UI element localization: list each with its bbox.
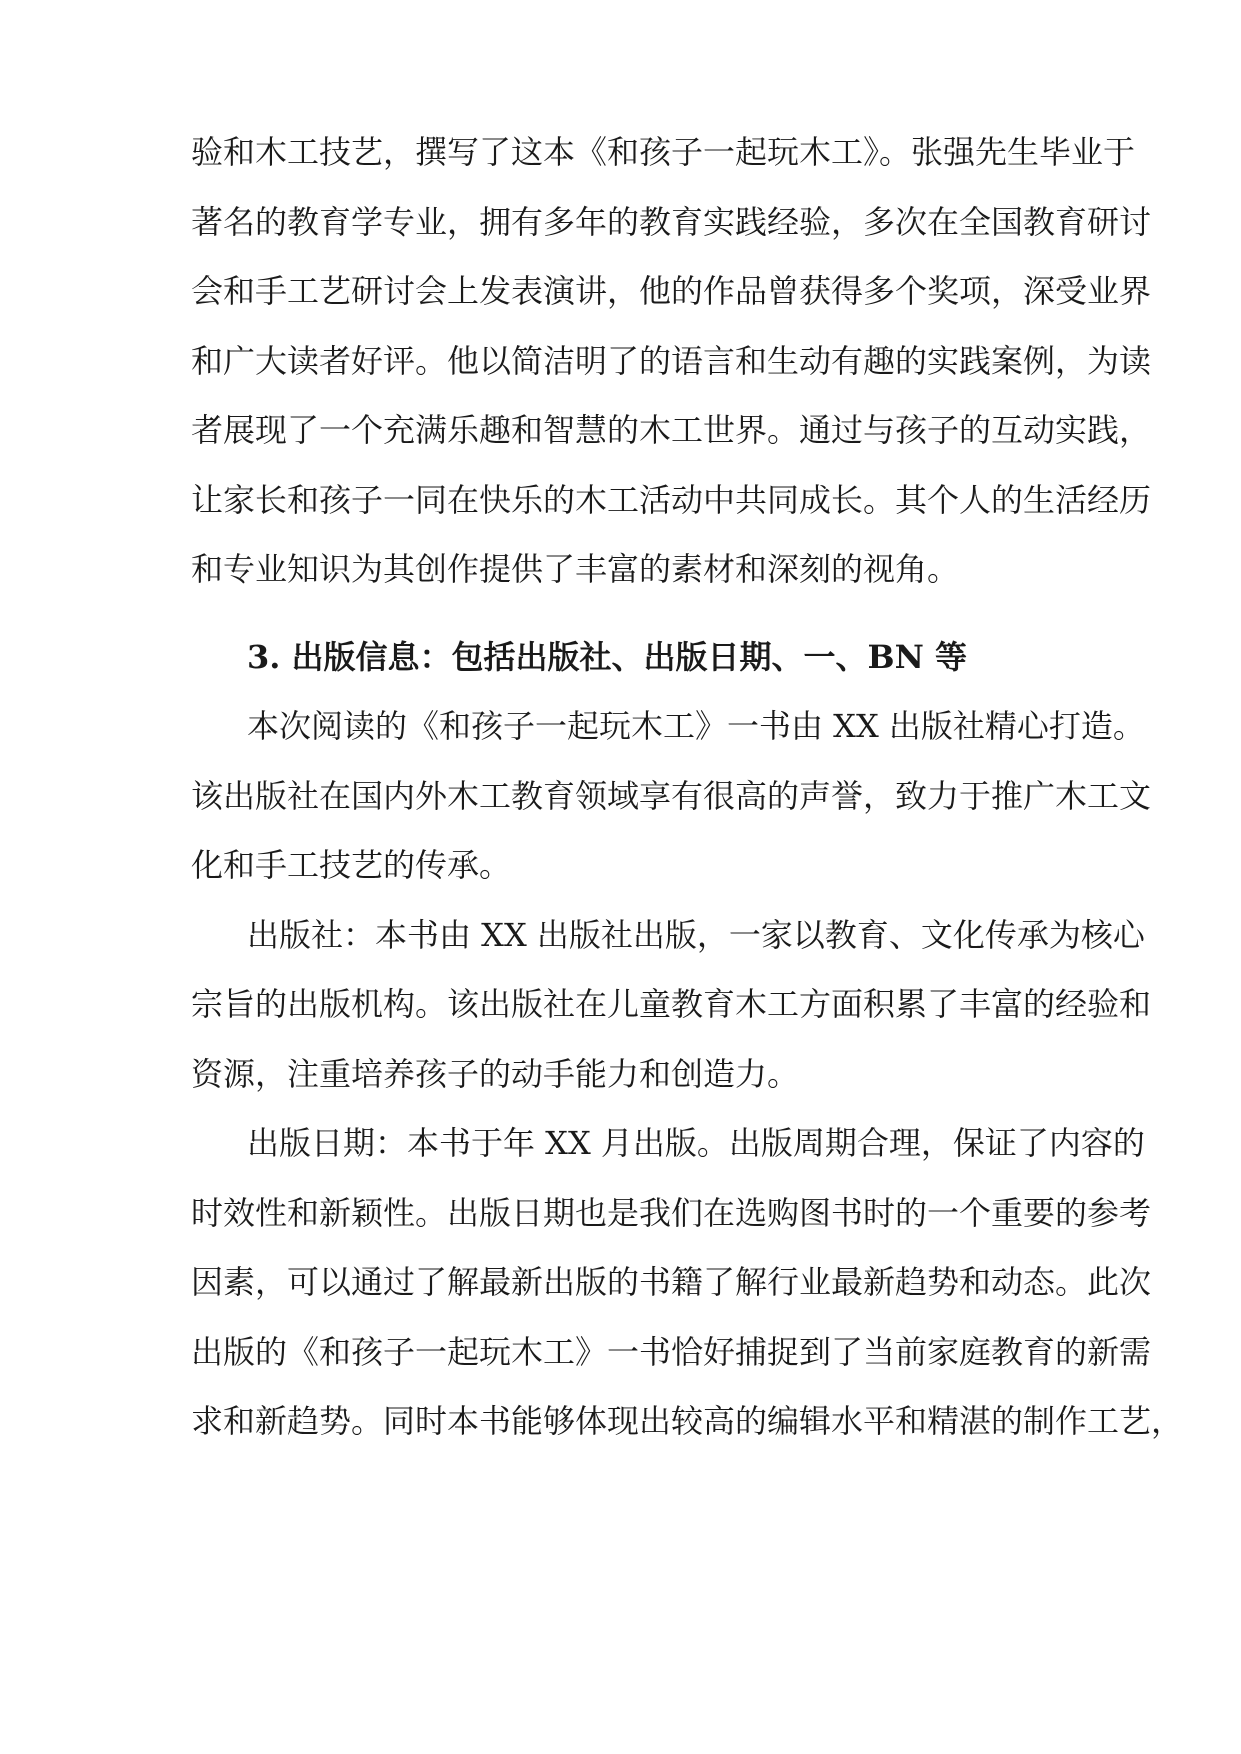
- paragraph-3-line-1: 出版社：本书由 XX 出版社出版，一家以教育、文化传承为核心: [247, 916, 1145, 954]
- paragraph-2-line-1: 本次阅读的《和孩子一起玩木工》一书由 XX 出版社精心打造。: [247, 707, 1145, 745]
- paragraph-2-line-2: 该出版社在国内外木工教育领域享有很高的声誉，致力于推广木工文: [191, 777, 1152, 815]
- paragraph-1-line-4: 和广大读者好评。他以简洁明了的语言和生动有趣的实践案例，为读: [191, 342, 1152, 380]
- paragraph-1-line-5: 者展现了一个充满乐趣和智慧的木工世界。通过与孩子的互动实践，: [191, 411, 1152, 449]
- paragraph-4-line-3: 因素，可以通过了解最新出版的书籍了解行业最新趋势和动态。此次: [191, 1263, 1152, 1301]
- paragraph-1-line-7: 和专业知识为其创作提供了丰富的素材和深刻的视角。: [191, 550, 960, 588]
- paragraph-4-line-5: 求和新趋势。同时本书能够体现出较高的编辑水平和精湛的制作工艺，: [191, 1402, 1184, 1440]
- paragraph-1-line-6: 让家长和孩子一同在快乐的木工活动中共同成长。其个人的生活经历: [191, 481, 1152, 519]
- paragraph-4-line-4: 出版的《和孩子一起玩木工》一书恰好捕捉到了当前家庭教育的新需: [191, 1333, 1152, 1371]
- paragraph-1-line-3: 会和手工艺研讨会上发表演讲，他的作品曾获得多个奖项，深受业界: [191, 272, 1152, 310]
- section-heading: 3. 出版信息：包括出版社、出版日期、一、BN 等: [247, 638, 967, 676]
- paragraph-2-line-3: 化和手工技艺的传承。: [191, 846, 512, 884]
- paragraph-3-line-3: 资源，注重培养孩子的动手能力和创造力。: [191, 1055, 800, 1093]
- paragraph-4-line-1: 出版日期：本书于年 XX 月出版。出版周期合理，保证了内容的: [247, 1124, 1145, 1162]
- paragraph-3-line-2: 宗旨的出版机构。该出版社在儿童教育木工方面积累了丰富的经验和: [191, 985, 1152, 1023]
- paragraph-1-line-1: 验和木工技艺，撰写了这本《和孩子一起玩木工》。张强先生毕业于: [191, 133, 1136, 171]
- paragraph-4-line-2: 时效性和新颖性。出版日期也是我们在选购图书时的一个重要的参考: [191, 1194, 1152, 1232]
- paragraph-1-line-2: 著名的教育学专业，拥有多年的教育实践经验，多次在全国教育研讨: [191, 203, 1152, 241]
